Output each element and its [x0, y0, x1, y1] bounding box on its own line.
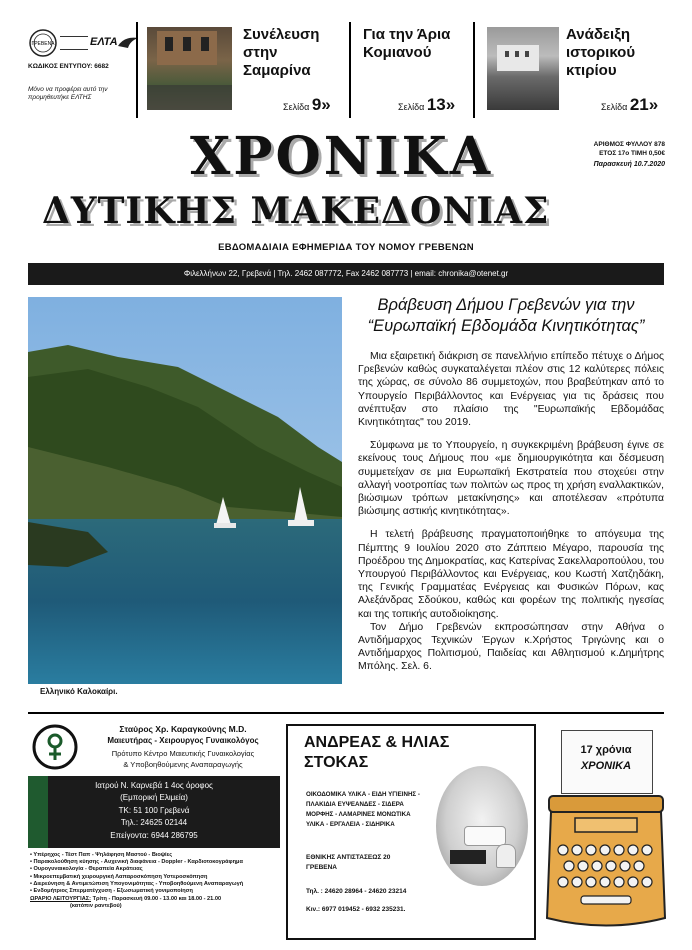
masthead-subtitle: ΔΥΤΙΚΗΣ ΜΑΚΕΔΟΝΙΑΣ: [42, 190, 550, 232]
elta-stamp-box: [28, 26, 140, 62]
article-paragraph: Η τελετή βράβευσης πραγματοποιήθηκε το απόγευμα της Πέμπτης 9 Ιουλίου 2020 στο Ζάππειο Μέγαρο, παρουσία της Προέδρου της Δημοκρατίας, κας Κατερίνας Σακελλαροπούλου, του Υπουργού Περιβάλλοντος και Ενέργειας, κου Κωστή Χατζηδάκη, της Γενικής Γραμματέας Ενέργειας και Φυσικών Πόρων, κας Αλεξάνδρας Σδούκου, καθώς και φορέων της πολιτικής ηγεσίας και της τοπικής αυτοδιοίκησης.: [358, 529, 664, 620]
article-paragraph: Μια εξαιρετική διάκριση σε πανελλήνιο επίπεδο πέτυχε ο Δήμος Γρεβενών καθώς συγκαταλέγεται πλέον στις 12 καλύτερες πόλεις της χώρας, σε σύνολο 86 συμμετοχών, που βραβεύτηκαν από το Υπουργείο Περιβάλλοντος και Ενέργειας για τις δράσεις που ανέπτυξαν στο πλαίσιο της "Ευρωπαϊκής Εβδομάδας Κινητικότητας" του 2019.: [358, 351, 664, 429]
teaser-title-1[interactable]: Συνέλευση στην Σαμαρίνα: [243, 26, 320, 79]
article-headline[interactable]: [350, 295, 662, 337]
headline-line-1: Βράβευση Δήμου Γρεβενών για την: [377, 296, 635, 314]
elta-seal-icon: [28, 28, 58, 58]
main-photo: [28, 297, 342, 684]
section-divider: [28, 712, 664, 714]
stokas-products: ΟΙΚΟΔΟΜΙΚΑ ΥΛΙΚΑ - ΕΙΔΗ ΥΓΙΕΙΝΗΣ - ΠΛΑΚΙΔΙΑ ΕΥΨΕΑΝΔΕΣ - ΣΙΔΕΡΑ ΜΟΡΦΗΣ - ΛΑΜΑΡΙΝΕΣ ΜΟΝΩΤΙΚΑ ΥΛΙΚΑ - ΕΡΓΑΛΕΙΑ - ΣΙΔΗΡΙΚΑ: [306, 791, 420, 828]
doctor-address-2: (Εμπορική Ελιμεία): [120, 793, 188, 802]
masthead-tagline: ΕΒΔΟΜΑΔΙΑΙΑ ΕΦΗΜΕΡΙΔΑ ΤΟΥ ΝΟΜΟΥ ΓΡΕΒΕΝΩΝ: [218, 242, 474, 253]
stokas-ad[interactable]: [286, 724, 536, 940]
teaser-title-2[interactable]: Για την Άρια Κομιανού: [363, 26, 451, 61]
service-item: • Μικροεπεμβατική χειρουργική Λαπαροσκόπηση Υστεροσκόπηση: [30, 873, 208, 880]
anniversary-ad: [545, 730, 667, 942]
issue-date: Παρασκευή 10.7.2020: [593, 161, 665, 168]
service-item: • Διερεύνηση & Αντιμετώπιση Υπογονιμότητας - Υποβοηθούμενη Αναπαραγωγή: [30, 880, 244, 887]
anniversary-line-2: ΧΡΟΝΙΚΑ: [580, 760, 632, 772]
divider: [349, 22, 351, 118]
bay-landscape-image: [28, 297, 342, 684]
photo-caption: Ελληνικό Καλοκαίρι.: [40, 687, 118, 696]
divider: [473, 22, 475, 118]
stokas-address: ΕΘΝΙΚΗΣ ΑΝΤΙΣΤΑΣΕΩΣ 20: [306, 854, 391, 861]
service-item: • Ενδομήτριος Σπερματέγχυση - Εξωσωματική γονιμοποίηση: [30, 888, 193, 895]
service-item: • Ουρογυναικολογία - Θεραπεία Ακράτειας: [30, 866, 143, 873]
doctor-services: [30, 852, 280, 911]
bathroom-photo: [436, 766, 528, 886]
doctor-title: Μαιευτήρας - Χειρουργος Γυναικολόγος: [107, 736, 259, 745]
anniversary-line-1: 17 χρόνια: [580, 744, 632, 756]
doctor-name: Σταύρος Χρ. Καραγκούνης M.D.: [119, 724, 247, 734]
service-item: • Παρακολούθηση κύησης - Αυχενική διαφάνεια - Doppler - Καρδιοτοκογράφημα: [30, 859, 243, 866]
typewriter-icon: [545, 788, 667, 938]
divider: [136, 22, 138, 118]
svg-text:ΓΡΕΒΕΝΑ: ΓΡΕΒΕΝΑ: [31, 41, 55, 47]
teaser-page-2[interactable]: Σελίδα 13»: [398, 95, 456, 114]
headline-line-2: “Ευρωπαϊκή Εβδομάδα Κινητικότητας”: [367, 317, 645, 335]
stokas-city: ΓΡΕΒΕΝΑ: [306, 864, 337, 871]
teaser-page-3[interactable]: Σελίδα 21»: [601, 95, 659, 114]
service-item: • Υπέρηχος - Τέστ Παπ - Ψηλάφηση Μαστού - Βιοψίες: [30, 852, 173, 858]
issue-number: ΑΡΙΘΜΟΣ ΦΥΛΛΟΥ 878: [593, 141, 665, 148]
issue-year-price: ΕΤΟΣ 17ο ΤΙΜΗ 0,50€: [599, 150, 665, 157]
teaser-photo-samarina: [147, 27, 232, 110]
contact-info[interactable]: Φιλελλήνων 22, Γρεβενά | Τηλ. 2462 087772, Fax 2462 087773 | email: chronika@otenet.gr: [183, 269, 509, 278]
doctor-ad[interactable]: [28, 718, 280, 944]
doctor-postcode: ΤΚ: 51 100 Γρεβενά: [118, 806, 190, 815]
stokas-title: ΑΝΔΡΕΑΣ & ΗΛΙΑΣ: [304, 734, 450, 751]
article-body: [358, 350, 664, 684]
elta-note: Μόνο να προφέρει αυτό την προμηθευτήκε ΕΛΤΗΣ: [28, 86, 108, 101]
doctor-center: Πρότυπο Κέντρο Μαιευτικής Γυναικολογίας: [111, 749, 255, 758]
teaser-title-3[interactable]: Ανάδειξη ιστορικού κτιρίου: [566, 26, 636, 79]
doctor-contact-box: [28, 776, 280, 848]
stokas-phone[interactable]: Τηλ. : 24620 28964 - 24620 23214: [306, 888, 407, 895]
doctor-hours: ΩΡΑΡΙΟ ΛΕΙΤΟΥΡΓΙΑΣ: Τρίτη - Παρασκευή 09.00 - 13.00 και 18.00 - 21.00: [30, 896, 222, 903]
doctor-address: Ιατρού Ν. Καρνεβά 1 4ος όροφος: [95, 781, 213, 790]
doctor-center-2: & Υποβοηθούμενης Αναπαραγωγής: [123, 760, 243, 769]
article-paragraph: Σύμφωνα με το Υπουργείο, η συγκεκριμένη βράβευση έγινε σε εκείνους τους Δήμους που «με δημιουργικότητα και δέσμευση συμμετείχαν σε μια Ευρωπαϊκή Εκστρατεία που στοχεύει στην αλλαγή νοοτροπίας των πολιτών ως προς τη χρήση εναλλακτικών, βιώσιμων τρόπων μετακίνησης» και αποτέλεσαν «πρότυπα βιώσιμης αστικής κινητικότητας».: [358, 440, 664, 518]
doctor-hours-note: (κατόπιν ραντεβού): [70, 903, 122, 910]
masthead-title: ΧΡΟΝΙΚΑ: [190, 126, 494, 187]
elta-wavy-lines: [60, 36, 88, 50]
teaser-photo-building: [487, 27, 559, 110]
stokas-mobile[interactable]: Κιν.: 6977 019452 - 6932 235231.: [306, 906, 406, 913]
doctor-emergency[interactable]: Επείγοντα: 6944 286795: [110, 831, 198, 840]
stokas-title-2: ΣΤΟΚΑΣ: [304, 754, 369, 771]
contact-info-bar: [28, 263, 664, 285]
gynecology-logo-icon: [32, 724, 78, 770]
article-paragraph: Τον Δήμο Γρεβενών εκπροσώπησαν στην Αθήνα ο Αντιδήμαρχος Τεχνικών Έργων κ.Χρήστος Τριγώνης και ο Αντιδήμαρχος Πολιτισμού, Παιδείας και Αθλητισμού κ.Δημήτρης Μπόλης. Σελ. 6.: [358, 621, 664, 673]
elta-code: ΚΩΔΙΚΟΣ ΕΝΤΥΠΟΥ: 6682: [28, 63, 109, 70]
elta-brand: ΕΛΤΑ: [90, 36, 118, 48]
teaser-page-1[interactable]: Σελίδα 9»: [283, 95, 331, 114]
doctor-phone[interactable]: Τηλ.: 24625 02144: [120, 818, 188, 827]
